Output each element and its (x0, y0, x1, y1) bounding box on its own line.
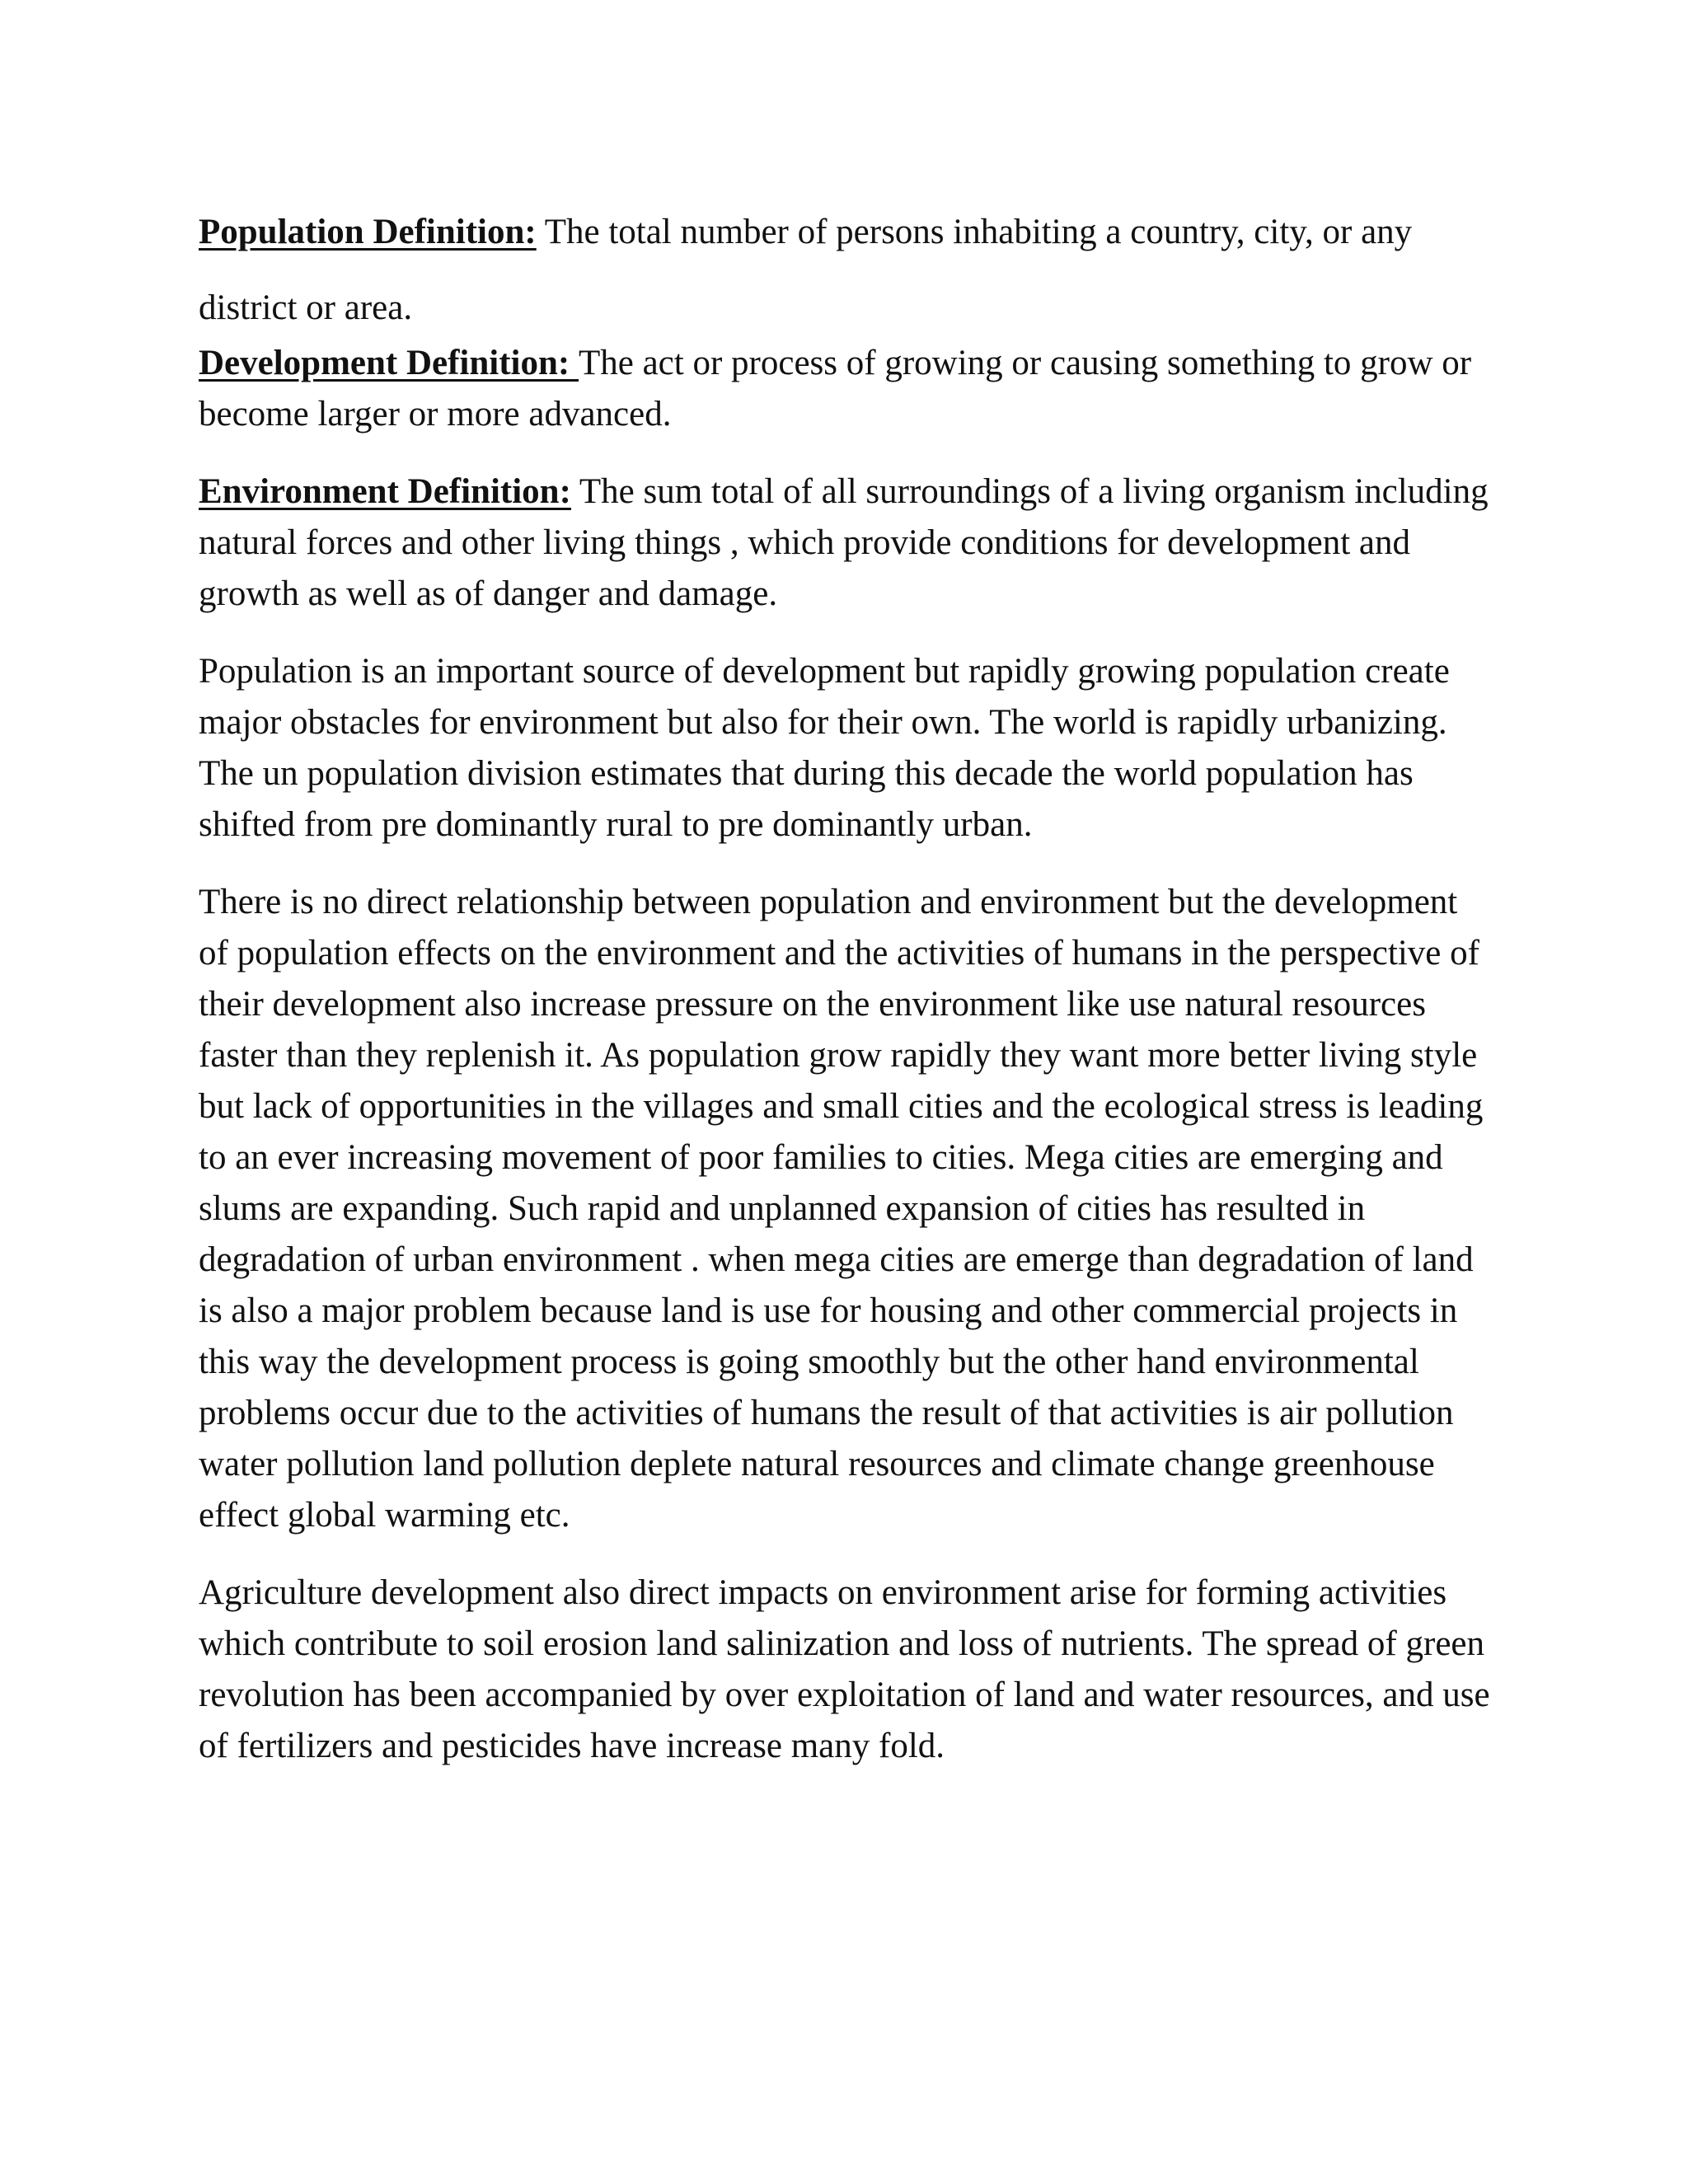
population-definition-label: Population Definition: (199, 213, 537, 251)
development-definition-label: Development Definition: (199, 344, 579, 382)
environment-definition (199, 466, 1491, 620)
population-definition (199, 194, 1491, 346)
paragraph-population-environment: There is no direct relationship between population and environment but the development of population effects on the environment and the activities of humans in the perspective of their development also increase pressure on the environment like use natural resources faster than they replenish it. As population grow rapidly they want more better living style but lack of opportunities in the villages and small cities and the ecological stress is leading to an ever increasing movement of poor families to cities. Mega cities are emerging and slums are expanding. Such rapid and unplanned expansion of cities has resulted in degradation of urban environment . when mega cities are emerge than degradation of land is also a major problem because land is use for housing and other commercial projects in this way the development process is going smoothly but the other hand environmental problems occur due to the activities of humans the result of that activities is air pollution water pollution land pollution deplete natural resources and climate change greenhouse effect global warming etc. (199, 883, 1484, 1535)
document-body (199, 194, 1491, 1798)
paragraph-population-urbanization: Population is an important source of development but rapidly growing population create major obstacles for environment but also for their own. The world is rapidly urbanizing. The un population division estimates that during this decade the world population has shifted from pre dominantly rural to pre dominantly urban. (199, 652, 1450, 844)
development-definition (199, 338, 1491, 440)
environment-definition-label: Environment Definition: (199, 472, 571, 511)
population-definition-text: The total number of persons inhabiting a country, city, or any district or area. (199, 213, 1413, 327)
development-definition-text: The act or process of growing or causing something to grow or become larger or more advanced. (199, 344, 1472, 434)
paragraph-agriculture-development: Agriculture development also direct impacts on environment arise for forming activities which contribute to soil erosion land salinization and loss of nutrients. The spread of green revolution has been accompanied by over exploitation of land and water resources, and use of fertilizers and pesticides have increase many fold. (199, 1573, 1490, 1765)
environment-definition-text: The sum total of all surroundings of a living organism including natural forces and other living things , which provide conditions for development and growth as well as of danger and damage. (199, 472, 1489, 613)
